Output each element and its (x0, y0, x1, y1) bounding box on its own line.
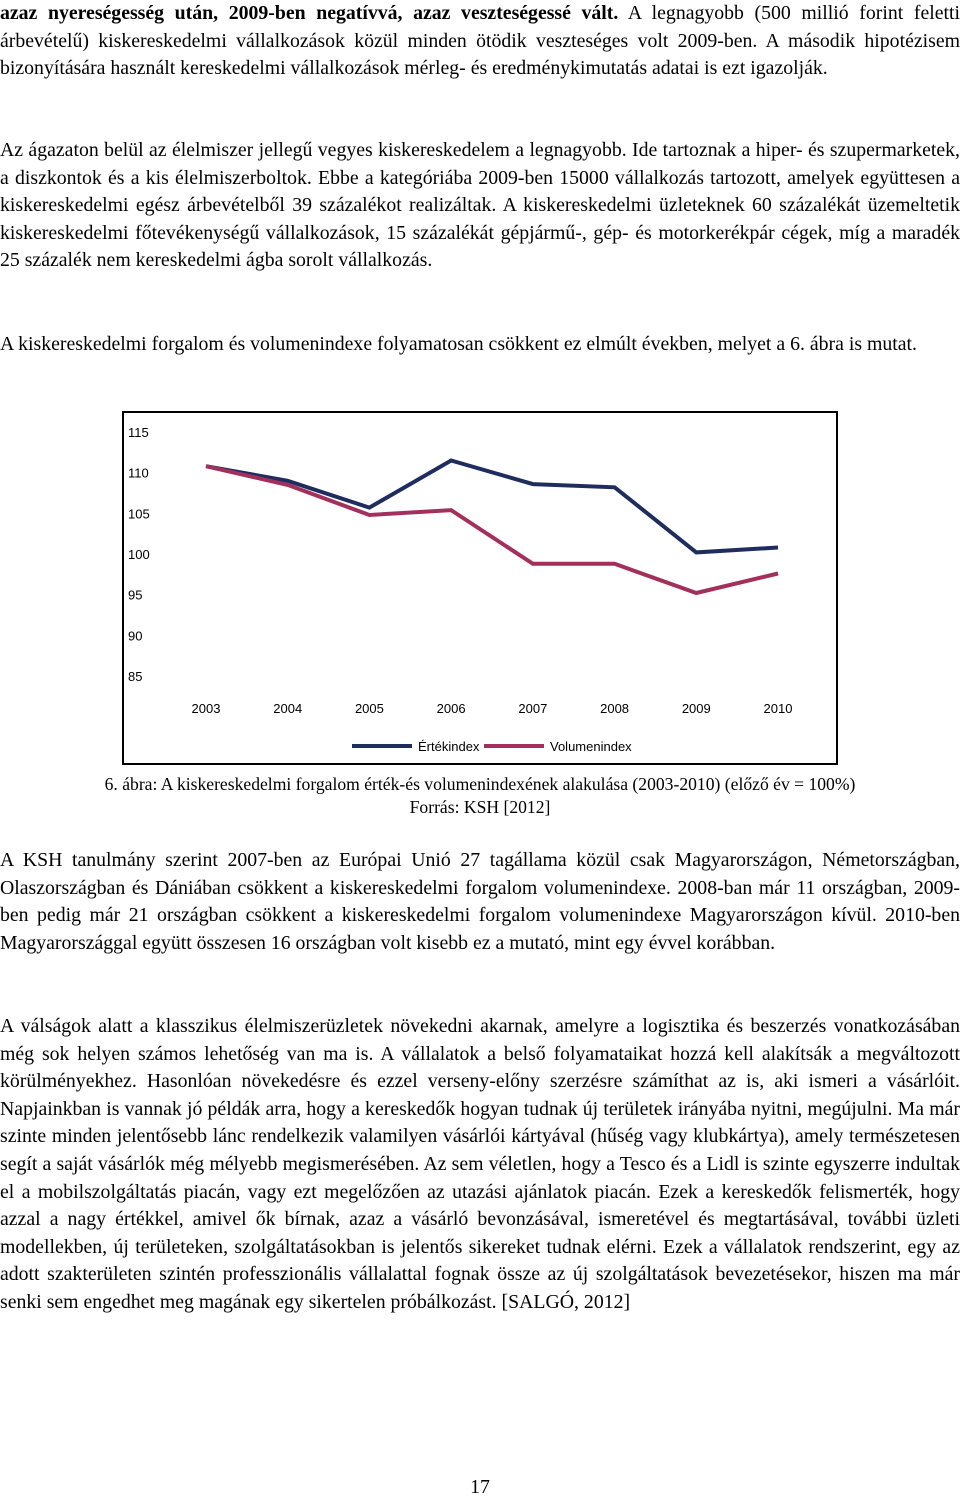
figure-source: Forrás: KSH [2012] (409, 797, 551, 817)
paragraph-1 (0, 0, 960, 83)
paragraph-4: A KSH tanulmány szerint 2007-ben az Európai Unió 27 tagállama közül csak Magyarországon, Németországban, Olaszországban és Dániában csökkent a kiskereskedelmi forgalom volumenindexe. 2008-ban már 11 országban, 2009-ben pedig már 21 országban csökkent a kiskereskedelmi forgalom volumenindexe Magyarországon kívül. 2010-ben Magyarországgal együtt összesen 16 országban volt kisebb ez a mutató, mint egy évvel korábban. (0, 849, 960, 954)
paragraph-2: Az ágazaton belül az élelmiszer jellegű vegyes kiskereskedelem a legnagyobb. Ide tartoznak a hiper- és szupermarketek, a diszkontok és a kis élelmiszerboltok. Ebbe a kategóriába 2009-ben 15000 vállalkozás tartozott, amelyek együttesen a kiskereskedelmi egész árbevételből 39 százalékot realizáltak. A kiskereskedelmi üzleteknek 60 százalékát üzemeltetik kiskereskedelmi főtevékenységű vállalkozások, 15 százalékát gépjármű-, gép- és motorkerékpár cégek, míg a maradék 25 százalék nem kereskedelmi ágba sorolt vállalkozás. (0, 139, 960, 272)
x-tick-label: 2008 (600, 701, 630, 716)
x-tick-label: 2010 (763, 701, 793, 716)
chart-canvas (124, 413, 836, 763)
legend-label: Értékindex (418, 739, 480, 754)
y-tick-label: 85 (128, 669, 143, 684)
x-tick-label: 2009 (681, 701, 711, 716)
y-tick-label: 100 (128, 547, 150, 562)
y-tick-label: 105 (128, 506, 150, 522)
paragraph-1-bold: azaz nyereségesség után, 2009-ben negatívvá, azaz veszteségessé vált. (0, 2, 619, 24)
x-tick-label: 2004 (273, 701, 303, 716)
paragraph-1-text: A legnagyobb (500 millió forint feletti árbevételű) kiskereskedelmi vállalkozások közül minden ötödik veszteséges volt 2009-ben. A második hipotézisem bizonyítására használt kereskedelmi vállalkozások mérleg- és eredménykimutatás adatai is ezt igazolják. (0, 2, 960, 80)
x-tick-label: 2006 (436, 701, 466, 716)
series-line-volumenindex (206, 466, 778, 593)
paragraph-5: A válságok alatt a klasszikus élelmiszerüzletek növekedni akarnak, amelyre a logisztika és beszerzés vonatkozásában még sok helyen számos lehetőség van ma is. A vállalatok a belső folyamataikat hozzá kell alakítsák a megváltozott körülményekhez. Hasonlóan növekedésre és ezzel verseny-előny szerzésre számíthat az is, aki ismeri a vásárlóit. Napjainkban is vannak jó példák arra, hogy a kereskedők hogyan tudnak új területek irányába nyitni, megújulni. Ma már szinte minden jelentősebb lánc rendelkezik valamilyen vásárlói kártyával (hűség vagy klubkártya), amely természetesen segít a saját vásárlók még mélyebb megismerésében. Az sem véletlen, hogy a Tesco és a Lidl is szinte egyszerre indultak el a mobilszolgáltatás piacán, vagy ezt megelőzően az utazási ajánlatok piacán. Ezek a kereskedők felismerték, hogy azzal a nagy értékkel, amivel ők bírnak, azaz a vásárló bevonzásával, ismeretével és megtartásával, további üzleti modellekben, új területeken, szolgáltatásokban is jelentős sikereket tudnak elérni. Ezek a vállalatok rendszerint, egy az adott szakterületen szintén professzionális vállalattal fognak össze az új szolgáltatások bevezetésekor, hiszen ma már senki sem engedhet meg magának egy sikertelen próbálkozást. [SALGÓ, 2012] (0, 1015, 960, 1313)
x-tick-label: 2007 (518, 701, 548, 716)
legend-label: Volumenindex (550, 739, 632, 754)
x-tick-label: 2003 (191, 701, 221, 716)
y-tick-label: 115 (128, 425, 149, 440)
retail-index-chart (122, 411, 838, 765)
x-tick-label: 2005 (354, 701, 384, 716)
y-tick-label: 95 (128, 587, 143, 603)
figure-caption: 6. ábra: A kiskereskedelmi forgalom érték-és volumenindexének alakulása (2003-2010) (előző év = 100%) (104, 774, 856, 794)
y-tick-label: 110 (128, 465, 149, 481)
paragraph-3: A kiskereskedelmi forgalom és volumenindexe folyamatosan csökkent ez elmúlt években, melyet a 6. ábra is mutat. (0, 333, 917, 355)
page-number: 17 (470, 1476, 490, 1498)
y-tick-label: 90 (128, 628, 143, 644)
